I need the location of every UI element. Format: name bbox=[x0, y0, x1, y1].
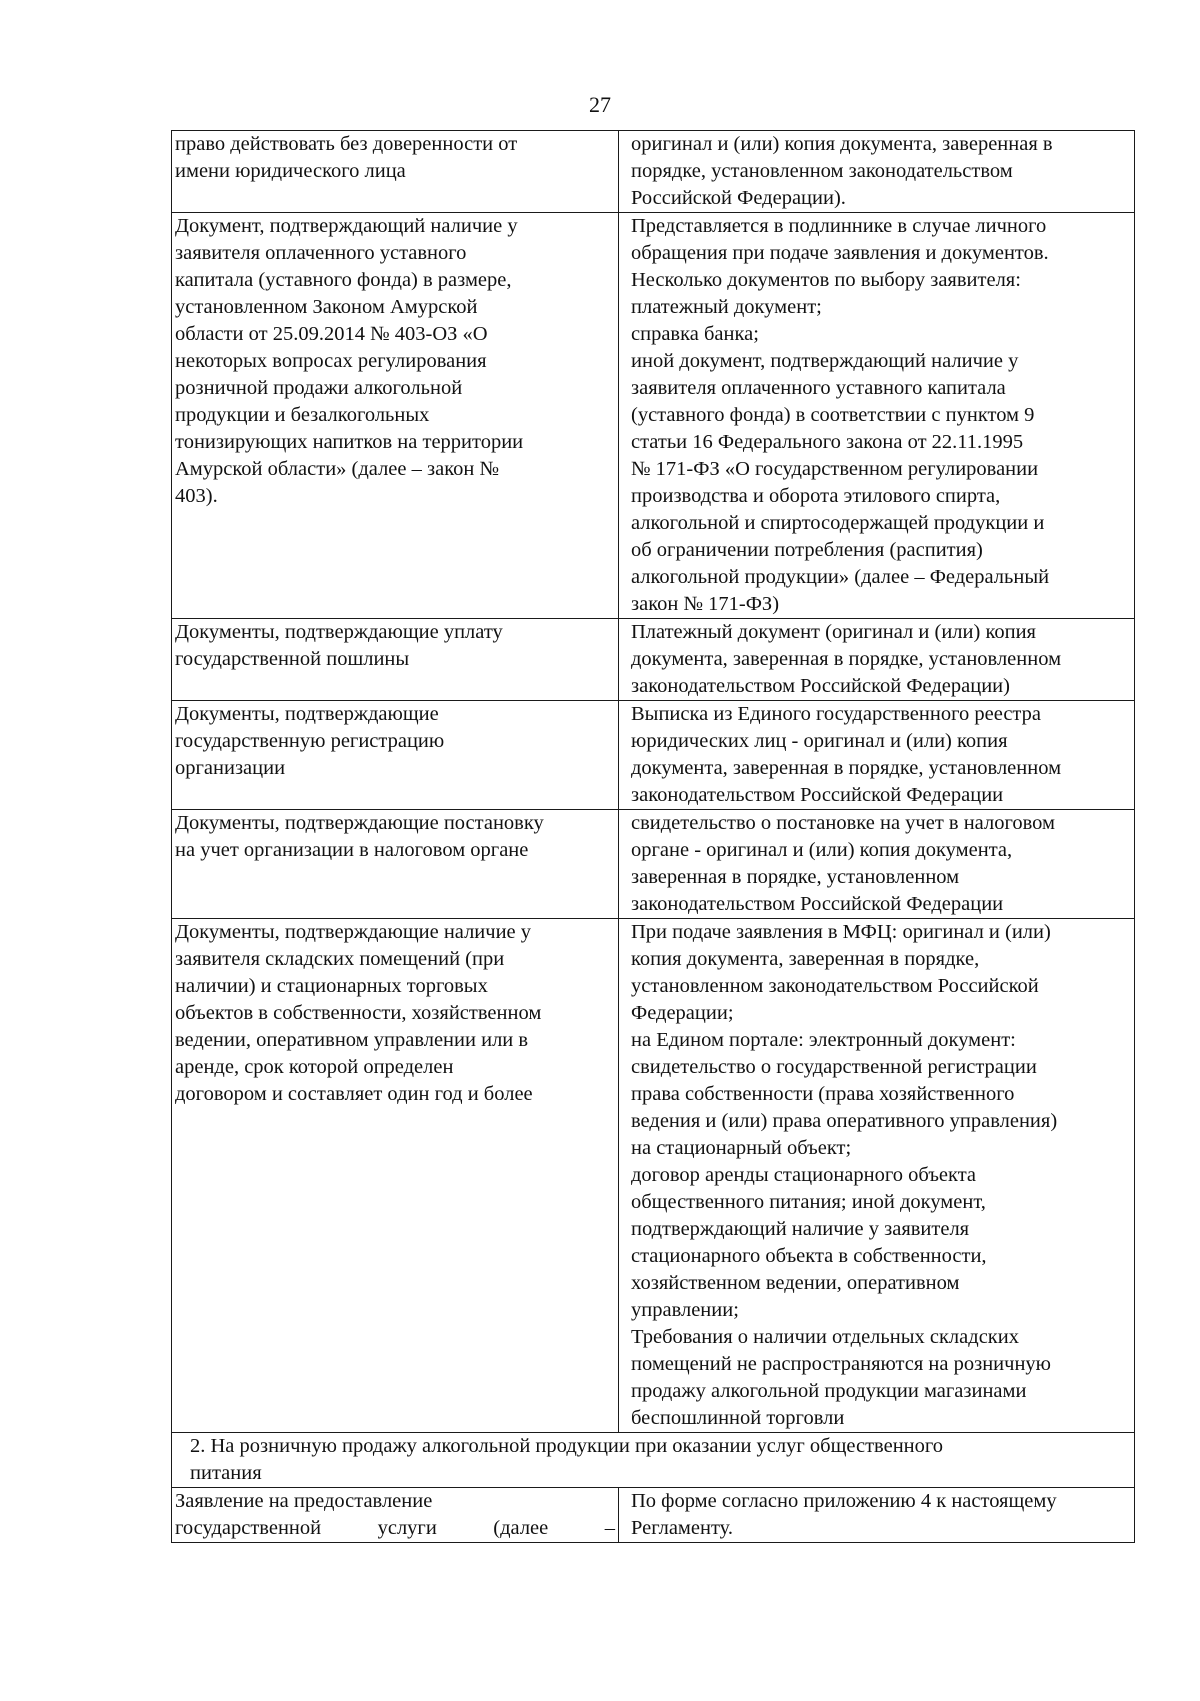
table-cell-left bbox=[172, 701, 619, 810]
text-line: законодательством Российской Федерации bbox=[631, 893, 1004, 915]
text-line: управлении; bbox=[631, 1299, 739, 1321]
text-line: Выписка из Единого государственного реестра bbox=[631, 703, 1041, 725]
text-line: обращения при подаче заявления и документов. bbox=[631, 242, 1049, 264]
text-line: При подаче заявления в МФЦ: оригинал и (или) bbox=[631, 921, 1051, 943]
text-line: порядке, установленном законодательством bbox=[631, 160, 1013, 182]
text-line: статьи 16 Федерального закона от 22.11.1995 bbox=[631, 431, 1024, 453]
table-cell-left bbox=[172, 131, 619, 213]
text-line: тонизирующих напитков на территории bbox=[175, 431, 524, 453]
text-line: хозяйственном ведении, оперативном bbox=[631, 1272, 960, 1294]
text-line: По форме согласно приложению 4 к настоящему bbox=[631, 1490, 1057, 1512]
text-line: производства и оборота этилового спирта, bbox=[631, 485, 1001, 507]
text-line: организации bbox=[175, 757, 286, 779]
text-line: беспошлинной торговли bbox=[631, 1407, 845, 1429]
text-line: иной документ, подтверждающий наличие у bbox=[631, 350, 1019, 372]
table-cell-right bbox=[619, 619, 1135, 701]
text-line: № 171-ФЗ «О государственном регулировании bbox=[631, 458, 1039, 480]
text-line: 2. На розничную продажу алкогольной продукции при оказании услуг общественного bbox=[190, 1435, 944, 1457]
text-line: договор аренды стационарного объекта bbox=[631, 1164, 977, 1186]
table-row bbox=[172, 213, 1135, 619]
text-line: Российской Федерации). bbox=[631, 187, 846, 209]
text-line: заявителя складских помещений (при bbox=[175, 948, 505, 970]
text-line: Регламенту. bbox=[631, 1517, 733, 1539]
text-line: государственную регистрацию bbox=[175, 730, 445, 752]
section-heading bbox=[172, 1433, 1135, 1488]
table-cell-left bbox=[172, 213, 619, 619]
text-line: помещений не распространяются на розничную bbox=[631, 1353, 1051, 1375]
text-line: ведения и (или) права оперативного управления) bbox=[631, 1110, 1058, 1132]
text-line: капитала (уставного фонда) в размере, bbox=[175, 269, 512, 291]
text-line: Несколько документов по выбору заявителя: bbox=[631, 269, 1021, 291]
text-line: продажу алкогольной продукции магазинами bbox=[631, 1380, 1027, 1402]
table-row bbox=[172, 131, 1135, 213]
table-row bbox=[172, 619, 1135, 701]
text-line: Платежный документ (оригинал и (или) копия bbox=[631, 621, 1036, 643]
table-row bbox=[172, 810, 1135, 919]
text-line: платежный документ; bbox=[631, 296, 822, 318]
table-cell-right bbox=[619, 810, 1135, 919]
page-number: 27 bbox=[589, 92, 611, 117]
text-line: Заявление на предоставление bbox=[175, 1490, 433, 1512]
table-cell-left bbox=[172, 919, 619, 1433]
text-line: установленном законодательством Российской bbox=[631, 975, 1039, 997]
text-line: Документы, подтверждающие bbox=[175, 703, 439, 725]
text-line: документа, заверенная в порядке, установленном bbox=[631, 648, 1062, 670]
text-line: алкогольной и спиртосодержащей продукции и bbox=[631, 512, 1045, 534]
text-line: права собственности (права хозяйственного bbox=[631, 1083, 1015, 1105]
text-line: области от 25.09.2014 № 403-ОЗ «О bbox=[175, 323, 488, 345]
text-line: Документы, подтверждающие постановку bbox=[175, 812, 544, 834]
text-line: Требования о наличии отдельных складских bbox=[631, 1326, 1019, 1348]
table-cell-right bbox=[619, 131, 1135, 213]
text-line: Амурской области» (далее – закон № bbox=[175, 458, 500, 480]
text-line: аренде, срок которой определен bbox=[175, 1056, 454, 1078]
text-line: органе - оригинал и (или) копия документа, bbox=[631, 839, 1013, 861]
text-line: Документ, подтверждающий наличие у bbox=[175, 215, 518, 237]
text-line: Документы, подтверждающие наличие у bbox=[175, 921, 532, 943]
text-line: государственной услуги (далее – bbox=[175, 1517, 615, 1539]
text-line: подтверждающий наличие у заявителя bbox=[631, 1218, 970, 1240]
text-line: на стационарный объект; bbox=[631, 1137, 852, 1159]
table-cell-left bbox=[172, 810, 619, 919]
table-cell-right bbox=[619, 701, 1135, 810]
text-line: Документы, подтверждающие уплату bbox=[175, 621, 503, 643]
text-line: заверенная в порядке, установленном bbox=[631, 866, 960, 888]
text-line: копия документа, заверенная в порядке, bbox=[631, 948, 980, 970]
table-cell-right bbox=[619, 919, 1135, 1433]
text-line: стационарного объекта в собственности, bbox=[631, 1245, 987, 1267]
table-row bbox=[172, 1488, 1135, 1543]
text-line: Представляется в подлиннике в случае личного bbox=[631, 215, 1047, 237]
text-line: установленном Законом Амурской bbox=[175, 296, 478, 318]
text-line: право действовать без доверенности от bbox=[175, 133, 518, 155]
table-cell-right bbox=[619, 213, 1135, 619]
text-line: питания bbox=[190, 1462, 262, 1484]
text-line: законодательством Российской Федерации bbox=[631, 784, 1004, 806]
text-line: некоторых вопросах регулирования bbox=[175, 350, 487, 372]
text-line: алкогольной продукции» (далее – Федеральный bbox=[631, 566, 1050, 588]
text-line: справка банка; bbox=[631, 323, 759, 345]
text-line: государственной пошлины bbox=[175, 648, 410, 670]
text-line: свидетельство о государственной регистрации bbox=[631, 1056, 1037, 1078]
text-line: на учет организации в налоговом органе bbox=[175, 839, 529, 861]
table-row bbox=[172, 919, 1135, 1433]
text-line: имени юридического лица bbox=[175, 160, 406, 182]
text-line: 403). bbox=[175, 485, 218, 507]
text-line: оригинал и (или) копия документа, заверенная в bbox=[631, 133, 1053, 155]
section-row bbox=[172, 1433, 1135, 1488]
text-line: (уставного фонда) в соответствии с пунктом 9 bbox=[631, 404, 1035, 426]
table-cell-right bbox=[619, 1488, 1135, 1543]
text-line: закон № 171-ФЗ) bbox=[631, 593, 780, 615]
table-cell-left bbox=[172, 1488, 619, 1543]
text-line: ведении, оперативном управлении или в bbox=[175, 1029, 529, 1051]
text-line: розничной продажи алкогольной bbox=[175, 377, 463, 399]
text-line: заявителя оплаченного уставного bbox=[175, 242, 467, 264]
text-line: юридических лиц - оригинал и (или) копия bbox=[631, 730, 1008, 752]
table-row bbox=[172, 701, 1135, 810]
text-line: объектов в собственности, хозяйственном bbox=[175, 1002, 542, 1024]
text-line: продукции и безалкогольных bbox=[175, 404, 430, 426]
text-line: общественного питания; иной документ, bbox=[631, 1191, 986, 1213]
text-line: свидетельство о постановке на учет в налоговом bbox=[631, 812, 1055, 834]
text-line: документа, заверенная в порядке, установленном bbox=[631, 757, 1062, 779]
text-line: законодательством Российской Федерации) bbox=[631, 675, 1010, 697]
text-line: Федерации; bbox=[631, 1002, 734, 1024]
text-line: об ограничении потребления (распития) bbox=[631, 539, 983, 561]
table-cell-left bbox=[172, 619, 619, 701]
text-line: заявителя оплаченного уставного капитала bbox=[631, 377, 1006, 399]
text-line: договором и составляет один год и более bbox=[175, 1083, 533, 1105]
documents-table bbox=[171, 130, 1135, 1543]
text-line: наличии) и стационарных торговых bbox=[175, 975, 488, 997]
text-line: на Едином портале: электронный документ: bbox=[631, 1029, 1016, 1051]
